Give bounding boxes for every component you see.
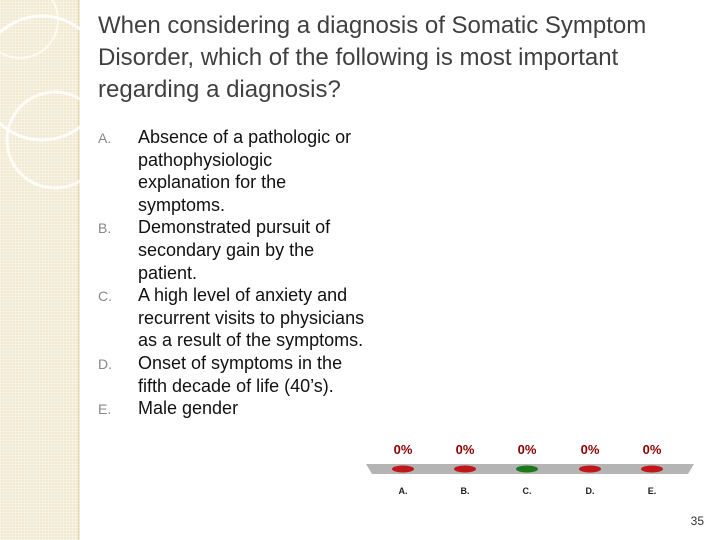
option-e — [98, 397, 368, 420]
option-e-text: Male gender — [138, 398, 239, 419]
poll-percent-c: 0% — [517, 442, 537, 457]
poll-label-e: E. — [647, 486, 657, 496]
poll-marker-a — [392, 466, 414, 473]
poll-label-b: B. — [460, 486, 470, 496]
poll-results — [360, 436, 700, 506]
option-e-letter: E. — [98, 401, 112, 418]
page-number: 35 — [690, 514, 704, 528]
poll-percent-a: 0% — [393, 442, 413, 457]
option-b-text: Demonstrated pursuit of secondary gain by the patient. — [138, 217, 331, 283]
option-d-text: Onset of symptoms in the fifth decade of life (40’s). — [138, 352, 343, 396]
option-a-letter: A. — [98, 130, 112, 146]
option-a — [98, 126, 368, 216]
option-b — [98, 216, 368, 284]
poll-percent-d: 0% — [580, 442, 600, 457]
option-d-letter: D. — [98, 355, 112, 372]
poll-marker-d — [579, 466, 601, 473]
poll-label-c: C. — [522, 486, 532, 496]
option-a-text: Absence of a pathologic or pathophysiologic explanation for the symptoms. — [138, 127, 352, 215]
poll-marker-c — [516, 466, 538, 473]
poll-marker-b — [454, 466, 476, 473]
answer-options — [98, 126, 368, 420]
option-c-letter: C. — [98, 288, 112, 305]
slide-title: When considering a diagnosis of Somatic Symptom Disorder, which of the following is most important regarding a diagnosis? — [98, 12, 647, 103]
poll-percent-e: 0% — [642, 442, 662, 457]
poll-marker-e — [641, 466, 663, 473]
poll-percent-b: 0% — [455, 442, 475, 457]
option-b-letter: B. — [98, 220, 112, 237]
option-d — [98, 352, 368, 397]
poll-label-a: A. — [398, 486, 408, 496]
option-c-text: A high level of anxiety and recurrent visits to physicians as a result of the symptoms. — [138, 285, 365, 351]
option-c — [98, 284, 368, 352]
poll-label-d: D. — [585, 486, 595, 496]
